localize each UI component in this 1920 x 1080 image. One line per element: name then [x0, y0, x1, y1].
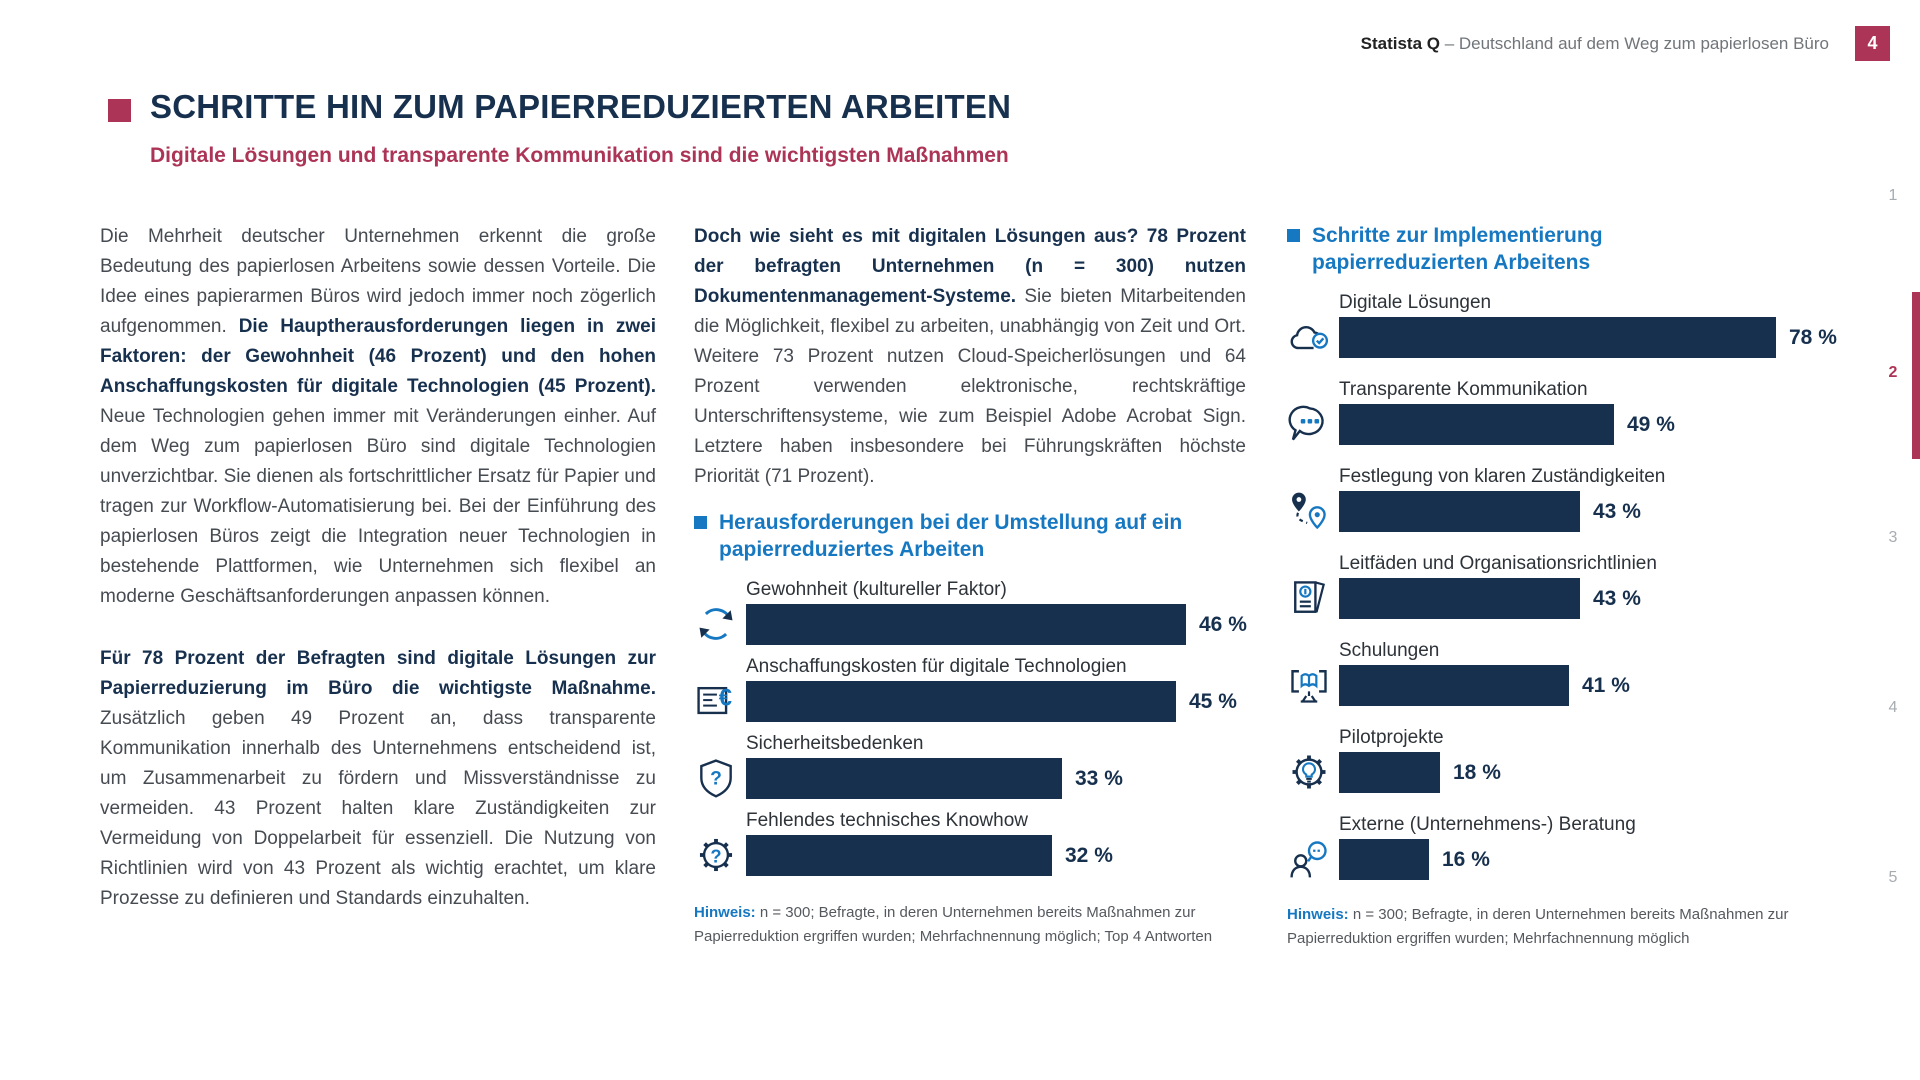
bar — [1339, 491, 1580, 532]
bar-value-label: 78 % — [1789, 325, 1837, 349]
bar-category-label: Leitfäden und Organisationsrichtlinien — [1339, 553, 1657, 574]
paragraph-text: Zusätzlich geben 49 Prozent an, dass transparente Kommunikation innerhalb des Unternehmens entscheidend ist, um Zusammenarbeit zu fördern und Missverständnisse zu vermeiden. 43 Prozent halten klare Zuständigkeiten zur Vermeidung von Doppelarbeit für essenziell. Die Nutzung von Richtlinien wird von 43 Prozent als wichtig erachtet, um klare Prozesse zu definieren und Standards einzuhalten. — [100, 708, 656, 909]
bar-group — [1339, 378, 1847, 446]
bar-row — [694, 578, 1246, 646]
chart-title: Herausforderungen bei der Umstellung auf ein papierreduziertes Arbeiten — [719, 511, 1183, 561]
section-nav-item-1: 1 — [1888, 187, 1898, 204]
bar — [746, 604, 1186, 645]
bar-group — [1339, 639, 1847, 707]
bar-row — [1287, 465, 1847, 533]
bar-group — [1339, 813, 1847, 881]
paragraph-text: Sie bieten Mitarbeitenden die Möglichkeit, flexibel zu arbeiten, unabhängig von Zeit und Ort. Weitere 73 Prozent nutzen Cloud-Speicherlösungen und 64 Prozent verwenden elektronische, rechtskräftige Unterschriftensysteme, wie zum Beispiel Adobe Acrobat Sign. Letztere haben insbesondere bei Führungskräften höchste Priorität (71 Prozent). — [694, 286, 1246, 487]
bar-value-label: 33 % — [1075, 766, 1123, 790]
page-title: SCHRITTE HIN ZUM PAPIERREDUZIERTEN ARBEITEN — [150, 88, 1012, 125]
paragraph-text: Neue Technologien gehen immer mit Veränderungen einher. Auf dem Weg zum papierlosen Büro sind digitale Technologien unverzichtbar. Sie dienen als fortschrittlicher Ersatz für Papier und tragen zur Workflow-Automatisierung bei. Bei der Einführung des papierlosen Büros zeigt die Integration neuer Technologien in bestehende Plattformen, wie Unternehmen sich flexibel an moderne Geschäftsanforderungen anpassen können. — [100, 406, 656, 607]
bar-group — [1339, 552, 1847, 620]
bar-group — [746, 732, 1246, 800]
bar-category-label: Pilotprojekte — [1339, 727, 1444, 748]
middle-column — [694, 222, 1246, 949]
bar-value-label: 43 % — [1593, 586, 1641, 610]
bar — [1339, 752, 1440, 793]
cloud-check-icon — [1287, 291, 1339, 359]
note-text: n = 300; Befragte, in deren Unternehmen bereits Maßnahmen zur Papierreduktion ergriffen wurden; Mehrfachnennung möglich; Top 4 Antworten — [694, 904, 1213, 945]
bar-row — [694, 655, 1246, 723]
bar-group — [746, 578, 1247, 646]
page-subtitle: Digitale Lösungen und transparente Kommunikation sind die wichtigsten Maßnahmen — [150, 144, 1009, 167]
bar-track — [746, 604, 1247, 645]
header-running-title — [1361, 34, 1829, 54]
bar-row — [1287, 726, 1847, 794]
bar — [1339, 839, 1429, 880]
bar-track — [1339, 404, 1847, 445]
bar-value-label: 32 % — [1065, 843, 1113, 867]
bar-category-label: Digitale Lösungen — [1339, 292, 1492, 313]
bar-value-label: 46 % — [1199, 612, 1247, 636]
bar-row — [1287, 552, 1847, 620]
active-section-indicator — [1912, 292, 1920, 459]
bar — [1339, 317, 1776, 358]
page-header — [1361, 26, 1890, 61]
bar-track — [1339, 491, 1847, 532]
bar-row — [1287, 378, 1847, 446]
bar-value-label: 45 % — [1189, 689, 1237, 713]
chart-title: Schritte zur Implementierung papierreduzierten Arbeitens — [1312, 224, 1603, 274]
bar — [746, 758, 1062, 799]
guideline-document-icon — [1287, 552, 1339, 620]
bar-category-label: Schulungen — [1339, 640, 1440, 661]
bar-value-label: 43 % — [1593, 499, 1641, 523]
training-monitor-icon — [1287, 639, 1339, 707]
paragraph-emphasis: Doch wie sieht es mit digitalen Lösungen aus? 78 Prozent der befragten Unternehmen (n = 300) nutzen Dokumentenmanagement-Systeme. — [694, 226, 1246, 307]
bar-group — [1339, 291, 1847, 359]
blue-square-bullet — [694, 516, 707, 529]
left-paragraph-2 — [100, 644, 656, 914]
header-doc-title: – Deutschland auf dem Weg zum papierlosen Büro — [1439, 33, 1829, 53]
bar-category-label: Gewohnheit (kultureller Faktor) — [746, 579, 1007, 600]
page-number-badge: 4 — [1855, 26, 1890, 61]
section-nav-item-4: 4 — [1888, 699, 1898, 716]
middle-paragraph — [694, 222, 1246, 492]
bar-track — [1339, 317, 1847, 358]
bar-value-label: 41 % — [1582, 673, 1630, 697]
section-nav-item-5: 5 — [1888, 869, 1898, 886]
shield-question-icon — [694, 732, 746, 800]
bar — [1339, 404, 1614, 445]
bar-row — [694, 809, 1246, 877]
bar — [746, 681, 1176, 722]
left-text-column — [100, 222, 656, 914]
cycle-icon — [694, 578, 746, 646]
title-accent-square — [108, 99, 131, 122]
challenges-chart-heading — [694, 509, 1246, 563]
note-label: Hinweis: — [694, 904, 756, 921]
section-nav-item-2-active: 2 — [1888, 364, 1898, 381]
implementation-chart-heading — [1287, 222, 1847, 276]
bar-track — [1339, 665, 1847, 706]
bar-track — [1339, 839, 1847, 880]
bar-track — [746, 681, 1246, 722]
paragraph-emphasis: Die Hauptherausforderungen liegen in zwei Faktoren: der Gewohnheit (46 Prozent) und den hohen Anschaffungskosten für digitale Technologien (45 Prozent). — [100, 316, 656, 397]
bar-track — [746, 835, 1246, 876]
challenges-chart-note — [694, 901, 1246, 949]
challenges-bar-chart — [694, 578, 1246, 877]
left-paragraph-1 — [100, 222, 656, 612]
bar — [1339, 578, 1580, 619]
bar-row — [1287, 813, 1847, 881]
implementation-chart-note — [1287, 903, 1847, 951]
bar — [1339, 665, 1569, 706]
bar-category-label: Festlegung von klaren Zuständigkeiten — [1339, 466, 1666, 487]
bar — [746, 835, 1052, 876]
paragraph-text: Die Mehrheit deutscher Unternehmen erkennt die große Bedeutung des papierlosen Arbeitens sowie dessen Vorteile. Die Idee eines papierarmen Büros wird jedoch immer noch zögerlich aufgenommen. — [100, 226, 656, 337]
bar-group — [1339, 726, 1847, 794]
bar-group — [746, 655, 1246, 723]
gear-question-icon — [694, 809, 746, 877]
section-nav-item-3: 3 — [1888, 529, 1898, 546]
bar-row — [1287, 639, 1847, 707]
bar-group — [1339, 465, 1847, 533]
right-column — [1287, 222, 1847, 951]
bar-category-label: Fehlendes technisches Knowhow — [746, 810, 1029, 831]
bar-category-label: Externe (Unternehmens-) Beratung — [1339, 814, 1636, 835]
bar-value-label: 49 % — [1627, 412, 1675, 436]
bar-track — [746, 758, 1246, 799]
brand-name: Statista Q — [1360, 33, 1440, 53]
blue-square-bullet — [1287, 229, 1300, 242]
note-text: n = 300; Befragte, in deren Unternehmen bereits Maßnahmen zur Papierreduktion ergriffen wurden; Mehrfachnennung möglich — [1287, 906, 1789, 947]
bar-track — [1339, 578, 1847, 619]
gear-bulb-icon — [1287, 726, 1339, 794]
invoice-euro-icon — [694, 655, 746, 723]
bar-row — [694, 732, 1246, 800]
bar-category-label: Sicherheitsbedenken — [746, 733, 924, 754]
speech-bubble-icon — [1287, 378, 1339, 446]
implementation-bar-chart — [1287, 291, 1847, 881]
bar-row — [1287, 291, 1847, 359]
note-label: Hinweis: — [1287, 906, 1349, 923]
bar-category-label: Transparente Kommunikation — [1339, 379, 1588, 400]
bar-value-label: 16 % — [1442, 847, 1490, 871]
bar-category-label: Anschaffungskosten für digitale Technologien — [746, 656, 1127, 677]
bar-group — [746, 809, 1246, 877]
route-pins-icon — [1287, 465, 1339, 533]
bar-value-label: 18 % — [1453, 760, 1501, 784]
consultant-icon — [1287, 813, 1339, 881]
paragraph-emphasis: Für 78 Prozent der Befragten sind digitale Lösungen zur Papierreduzierung im Büro die wichtigste Maßnahme. — [100, 648, 656, 699]
bar-track — [1339, 752, 1847, 793]
